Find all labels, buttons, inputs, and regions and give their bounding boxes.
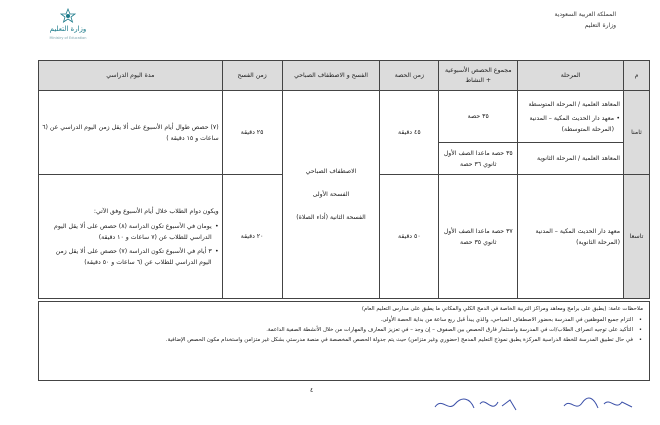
- stage-a-1: المعاهد العلمية / المرحلة المتوسطة: [528, 100, 621, 108]
- kingdom-name: المملكة العربية السعودية: [554, 11, 616, 18]
- header-weekly-periods: مجموع الحصص الأسبوعية + النشاط: [439, 61, 518, 91]
- general-notes: [38, 301, 650, 381]
- ministry-name: وزارة التعليم: [584, 22, 616, 29]
- header-stage: المرحلة: [518, 61, 624, 91]
- periods-b: ٣٥ حصة ماعدا الصف الأول ثانوي ٣٦ حصة: [439, 143, 518, 175]
- schedule-table: [38, 60, 650, 299]
- note-item: • في حال تطبيق المدرسة للخطة الدراسية المركزة يطبق نموذج التعليم المدمج (حضوري وغير متزامن) حيث يتم جدولة الحصص المخصصة في منصة مدرستي بشكل غير متزامن واستخدام مكون الحصص الإضافية.: [45, 335, 633, 345]
- break-morning: الاصطفاف الصباحي: [305, 168, 357, 175]
- school-day-bullet-1: يومان في الأسبوع تكون الدراسة (٨) حصص على ألا يقل اليوم الدراسي للطلاب عن (٧ ساعات و ١٠ دقيقة): [53, 222, 212, 241]
- school-day-thamin: (٧) حصص طوال أيام الأسبوع على ألا يقل زمن اليوم الدراسي عن (٦ ساعات و ١٥ دقيقة ): [39, 91, 223, 175]
- header-break-time: زمن الفسح: [222, 61, 282, 91]
- header-breaks: الفسح و الاصطفاف الصباحي: [282, 61, 380, 91]
- period-time-thamin: ٤٥ دقيقة: [380, 91, 439, 175]
- break-first: الفسحة الأولى: [312, 191, 350, 198]
- header-period-time: زمن الحصة: [380, 61, 439, 91]
- school-day-tasi: ويكون دوام الطلاب خلال أيام الأسبوع وفق الآتي: • يومان في الأسبوع تكون الدراسة (٨) حصص على ألا يقل اليوم الدراسي للطلاب عن (٧ ساعات و ١٠ دقيقة) • ٣ أيام في الأسبوع تكون الدراسة (٧) حصص على ألا يقل زمن اليوم الدراسي للطلاب عن (٦ ساعات و ٥٠ دقيقة): [39, 175, 223, 299]
- school-day-intro: ويكون دوام الطلاب خلال أيام الأسبوع وفق الآتي:: [93, 207, 219, 215]
- page-number: ٤: [310, 387, 314, 394]
- logo-subtitle: Ministry of Education: [49, 36, 87, 40]
- ministry-header: [526, 9, 616, 31]
- logo-icon: [60, 8, 76, 24]
- periods-tasi: ٣٧ حصة ماعدا الصف الأول ثانوي ٣٥ حصة: [439, 175, 518, 299]
- period-time-tasi: ٥٠ دقيقة: [380, 175, 439, 299]
- notes-title: ملاحظات عامة: (يطبق على برامج ومعاهد ومراكز التربية الخاصة في الدمج الكلي والمكاني ما يطبق على مدارس التعليم العام): [361, 306, 643, 312]
- notes-list: [45, 315, 643, 345]
- table-row: [39, 91, 650, 143]
- row-num-thamin: ثامنا: [624, 91, 650, 175]
- stage-cell: المعاهد العلمية / المرحلة المتوسطة • معهد دار الحديث المكية – المدنية (المرحلة المتوسطة): [518, 91, 624, 143]
- breaks-cell: [282, 91, 380, 299]
- stage-tasi: معهد دار الحديث المكية – المدنية (المرحلة الثانوية): [518, 175, 624, 299]
- periods-a: ٣٥ حصة: [439, 91, 518, 143]
- note-item: • التزام جميع الموظفين في المدرسة بحضور الاصطفاف الصباحي، والذي يبدأ قبل ربع ساعة من بداية الحصة الأولى.: [45, 315, 633, 325]
- note-item: • التأكيد على توجيه انصراف الطلاب/ات في المدرسة واستثمار فارق الحصص بين الصفوف – إن وجد – في تعزيز المعارف والمهارات من خلال الأنشطة الصفية الداعمة.: [45, 325, 633, 335]
- signature-image-2: [560, 394, 640, 414]
- break-second: الفسحة الثانية (أداء الصلاة): [296, 214, 366, 221]
- logo-text: وزارة التعليم: [49, 25, 87, 33]
- stage-b: المعاهد العلمية / المرحلة الثانوية: [518, 143, 624, 175]
- ministry-logo: [8, 8, 128, 48]
- header-school-day: مدة اليوم الدراسي: [39, 61, 223, 91]
- school-day-bullet-2: ٣ أيام في الأسبوع تكون الدراسة (٧) حصص على ألا يقل زمن اليوم الدراسي للطلاب عن (٦ ساعات و ٥٠ دقيقة): [55, 247, 212, 266]
- signature-image: [430, 392, 580, 417]
- break-duration-tasi: ٢٠ دقيقة: [222, 175, 282, 299]
- stage-a-2: معهد دار الحديث المكية – المدنية (المرحلة المتوسطة): [529, 114, 615, 133]
- header-num: م: [624, 61, 650, 91]
- break-duration-thamin: ٢٥ دقيقة: [222, 91, 282, 175]
- row-num-tasi: تاسعا: [624, 175, 650, 299]
- table-header-row: [39, 61, 650, 91]
